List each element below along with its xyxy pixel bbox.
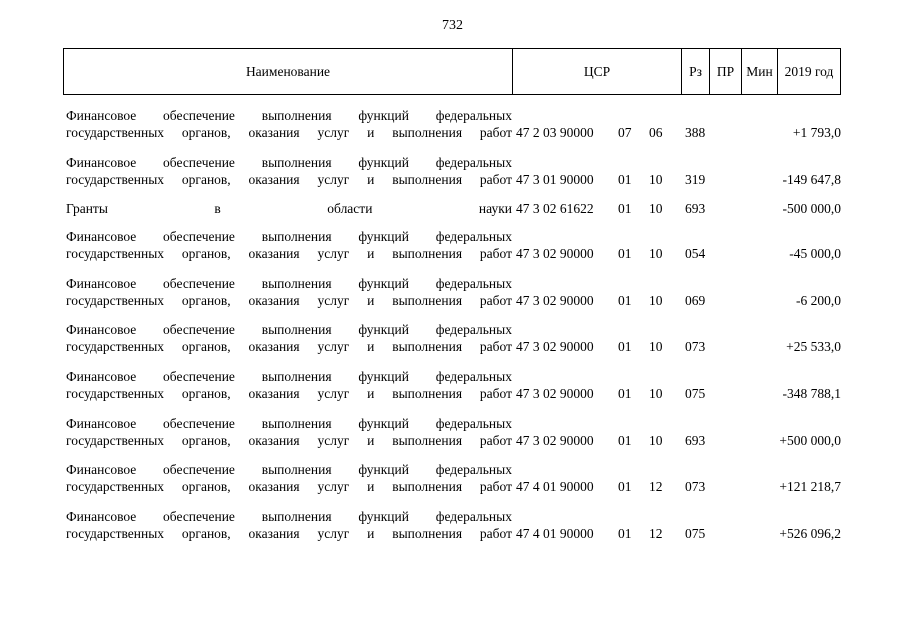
row-min: 388 bbox=[685, 125, 706, 140]
row-csr: 47 4 01 90000 bbox=[516, 525, 594, 541]
row-pr: 10 bbox=[649, 171, 663, 187]
row-rz: 01 bbox=[618, 432, 632, 448]
row-csr: 47 3 01 90000 bbox=[516, 171, 594, 187]
row-csr: 47 3 02 61622 bbox=[516, 201, 594, 217]
row-name-line1: Финансовое обеспечение выполнения функций федеральных bbox=[66, 462, 512, 478]
row-pr: 12 bbox=[649, 525, 663, 541]
table-header bbox=[63, 48, 841, 95]
row-name-line2: государственных органов, оказания услуг и выполнения работ bbox=[66, 125, 512, 140]
table-row bbox=[0, 461, 905, 508]
row-value: +25 533,0 bbox=[786, 339, 841, 355]
row-rz: 01 bbox=[618, 525, 632, 541]
row-name bbox=[66, 154, 512, 188]
row-name bbox=[66, 415, 512, 449]
table-row bbox=[0, 228, 905, 275]
row-name bbox=[66, 228, 512, 262]
row-name-line2: государственных органов, оказания услуг и выполнения работ bbox=[66, 432, 512, 448]
row-name bbox=[66, 461, 512, 495]
row-name-line1: Финансовое обеспечение выполнения функций федеральных bbox=[66, 508, 512, 524]
header-min: Мин bbox=[741, 49, 777, 94]
row-name bbox=[66, 508, 512, 542]
header-pr: ПР bbox=[709, 49, 741, 94]
row-value: -6 200,0 bbox=[796, 292, 841, 308]
row-min: 069 bbox=[685, 292, 706, 308]
table-row bbox=[0, 107, 905, 154]
row-name-line1: Финансовое обеспечение выполнения функций федеральных bbox=[66, 275, 512, 291]
header-year: 2019 год bbox=[777, 49, 840, 94]
row-name-line1: Финансовое обеспечение выполнения функций федеральных bbox=[66, 368, 512, 384]
table-row bbox=[0, 200, 905, 228]
row-csr: 47 4 01 90000 bbox=[516, 479, 594, 495]
row-name bbox=[66, 321, 512, 355]
row-name-line2: государственных органов, оказания услуг и выполнения работ bbox=[66, 339, 512, 355]
row-min: 073 bbox=[685, 339, 706, 355]
row-csr: 47 3 02 90000 bbox=[516, 432, 594, 448]
row-name-line1: Финансовое обеспечение выполнения функций федеральных bbox=[66, 108, 512, 123]
row-value: +1 793,0 bbox=[792, 125, 841, 140]
row-value: +500 000,0 bbox=[779, 432, 841, 448]
row-rz: 01 bbox=[618, 479, 632, 495]
row-value: +121 218,7 bbox=[779, 479, 841, 495]
row-pr: 10 bbox=[649, 339, 663, 355]
table-row bbox=[0, 154, 905, 201]
row-value: -348 788,1 bbox=[782, 385, 841, 401]
header-csr: ЦСР bbox=[512, 49, 681, 94]
row-name-line1: Гранты в области науки bbox=[66, 201, 512, 217]
row-pr: 06 bbox=[649, 125, 663, 140]
row-name-line2: государственных органов, оказания услуг и выполнения работ bbox=[66, 246, 512, 262]
row-csr: 47 3 02 90000 bbox=[516, 246, 594, 262]
row-min: 054 bbox=[685, 246, 706, 262]
row-rz: 01 bbox=[618, 385, 632, 401]
table-row bbox=[0, 508, 905, 555]
table-body bbox=[0, 107, 905, 554]
row-name bbox=[66, 368, 512, 402]
row-name bbox=[66, 275, 512, 309]
row-name-line1: Финансовое обеспечение выполнения функций федеральных bbox=[66, 154, 512, 170]
row-min: 073 bbox=[685, 479, 706, 495]
header-rz: Рз bbox=[681, 49, 709, 94]
row-pr: 10 bbox=[649, 385, 663, 401]
row-value: -149 647,8 bbox=[782, 171, 841, 187]
row-name-line2: государственных органов, оказания услуг и выполнения работ bbox=[66, 292, 512, 308]
row-name bbox=[66, 107, 512, 141]
table-row bbox=[0, 415, 905, 462]
table-row bbox=[0, 275, 905, 322]
row-name-line2: государственных органов, оказания услуг и выполнения работ bbox=[66, 171, 512, 187]
row-min: 693 bbox=[685, 201, 706, 217]
row-name-line2: государственных органов, оказания услуг и выполнения работ bbox=[66, 479, 512, 495]
row-name bbox=[66, 200, 512, 217]
row-rz: 01 bbox=[618, 292, 632, 308]
row-csr: 47 2 03 90000 bbox=[516, 125, 594, 140]
row-name-line1: Финансовое обеспечение выполнения функций федеральных bbox=[66, 229, 512, 245]
row-csr: 47 3 02 90000 bbox=[516, 385, 594, 401]
row-value: -500 000,0 bbox=[782, 201, 841, 217]
header-name: Наименование bbox=[245, 64, 331, 79]
row-rz: 01 bbox=[618, 201, 632, 217]
row-pr: 10 bbox=[649, 201, 663, 217]
row-min: 693 bbox=[685, 432, 706, 448]
row-rz: 01 bbox=[618, 171, 632, 187]
table-row bbox=[0, 321, 905, 368]
row-value: +526 096,2 bbox=[779, 525, 841, 541]
row-name-line1: Финансовое обеспечение выполнения функций федеральных bbox=[66, 415, 512, 431]
row-min: 075 bbox=[685, 525, 706, 541]
row-rz: 07 bbox=[618, 125, 632, 140]
row-pr: 10 bbox=[649, 432, 663, 448]
row-rz: 01 bbox=[618, 339, 632, 355]
row-pr: 10 bbox=[649, 292, 663, 308]
row-rz: 01 bbox=[618, 246, 632, 262]
row-min: 075 bbox=[685, 385, 706, 401]
row-name-line1: Финансовое обеспечение выполнения функций федеральных bbox=[66, 322, 512, 338]
row-name-line2: государственных органов, оказания услуг и выполнения работ bbox=[66, 385, 512, 401]
row-value: -45 000,0 bbox=[789, 246, 841, 262]
row-csr: 47 3 02 90000 bbox=[516, 292, 594, 308]
page-number: 732 bbox=[442, 18, 463, 33]
row-pr: 12 bbox=[649, 479, 663, 495]
row-csr: 47 3 02 90000 bbox=[516, 339, 594, 355]
row-pr: 10 bbox=[649, 246, 663, 262]
row-name-line2: государственных органов, оказания услуг и выполнения работ bbox=[66, 525, 512, 541]
table-row bbox=[0, 368, 905, 415]
row-min: 319 bbox=[685, 171, 706, 187]
